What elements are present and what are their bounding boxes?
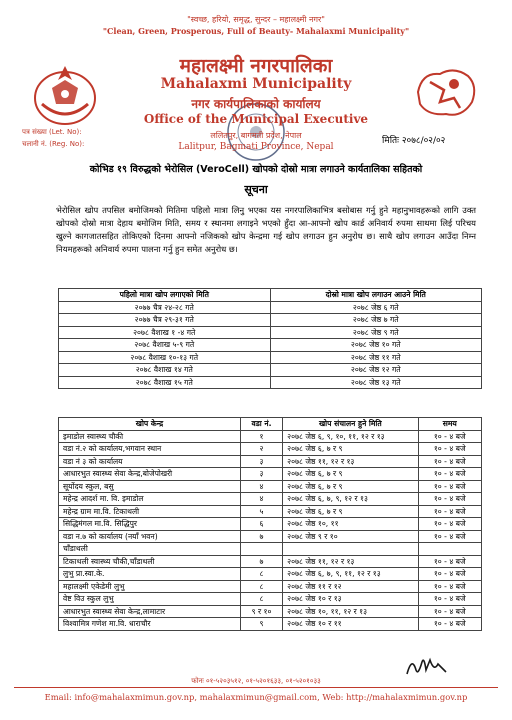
table-cell: २०७८ जेष्ठ ६, ७ र ९ xyxy=(283,480,418,493)
table-cell: १० - ४ बजे xyxy=(418,618,481,631)
table-cell: १० - ४ बजे xyxy=(418,430,481,443)
table-cell: ८ xyxy=(240,568,282,581)
table-row xyxy=(59,455,482,468)
table-cell: ४ xyxy=(240,480,282,493)
table-cell: २०७८ जेष्ठ ६, ७ र ९ xyxy=(283,505,418,518)
table-cell: २०७८ जेष्ठ ६, ९, १०, ११, १२ र १३ xyxy=(283,430,418,443)
table-cell: वडा न.७ को कार्यालय (नयाँ भवन) xyxy=(59,530,241,543)
table-cell: १० - ४ बजे xyxy=(418,455,481,468)
table-cell: इमाडोल स्वास्थ्य चौकी xyxy=(59,430,241,443)
table-row xyxy=(59,326,482,339)
table-cell: २०७८ जेष्ठ ६ गते xyxy=(270,301,482,314)
table-cell: २०७८ जेष्ठ १२ गते xyxy=(270,364,482,377)
table-cell: २०७८ वैशाख १५ गते xyxy=(59,376,271,389)
table-cell: ३ xyxy=(240,455,282,468)
table-cell: ७ xyxy=(240,530,282,543)
footer-phone: फोनः ०१-५२०३५१२, ०१-५२०१६३३, ०१-५२०१०३३ xyxy=(191,677,321,685)
table-row xyxy=(59,430,482,443)
table-cell: २०७८ जेष्ठ १०, ११ xyxy=(283,518,418,531)
table-row xyxy=(59,314,482,327)
table-cell: वडा नं.२ को कार्यालय,भगवान स्थान xyxy=(59,443,241,456)
table-row xyxy=(59,530,482,543)
table-header-row xyxy=(59,289,482,302)
table-row xyxy=(59,339,482,352)
table-cell: ९ xyxy=(240,618,282,631)
table-cell: टिकाथली स्वास्थ्य चौकी,चाँडाथली xyxy=(59,555,241,568)
table-cell: १ xyxy=(240,430,282,443)
table-cell: विश्वामित्र गणेश मा.वि. धाराचौर xyxy=(59,618,241,631)
table-row xyxy=(59,301,482,314)
table-cell: १० - ४ बजे xyxy=(418,593,481,606)
table-row xyxy=(59,493,482,506)
table-cell xyxy=(283,543,418,556)
notice-paragraph: भेरोसिल खोप तपसिल बमोजिमको मितिमा पहिलो मात्रा लिनु भएका यस नगरपालिकाभित्र बसोबास गर्नु हुने महानुभावहरूको लागि उक्त खोपको दोस्रो मात्रा देहाय बमोजिम मिति, समय र स्थानमा लगाइने भएको हुँदा आ-आफ्नो खोप कार्ड अनिवार्य रुपमा साथमा लिई परिचय खुल्ने कागजातसहित तोकिएको दिनमा आफ्नो नजिकको खोप केन्द्रमा गई खोप लगाउन हुन अनुरोध छ। साथै खोप लगाउन आउँदा निम्न नियमहरूको अनिवार्य रुपमा पालना गर्नु हुन समेत अनुरोध छ। xyxy=(56,205,476,255)
footer-contact: Email: info@mahalaxmimun.gov.np, mahalaxmimun@gmail.com, Web: http://mahalaxmimun.gov.np xyxy=(44,692,468,702)
table-cell: १० - ४ बजे xyxy=(418,443,481,456)
table-cell: लुभु प्रा.स्वा.के. xyxy=(59,568,241,581)
table-cell: २ xyxy=(240,443,282,456)
column-header: वडा नं. xyxy=(240,418,282,431)
table-row xyxy=(59,480,482,493)
table-cell: १० - ४ बजे xyxy=(418,505,481,518)
table-cell: २०७८ जेष्ठ १० र ११ xyxy=(283,618,418,631)
table-cell: ८ xyxy=(240,580,282,593)
table-cell: २०७८ जेष्ठ ११, १२ र १३ xyxy=(283,455,418,468)
table-cell: २०७८ जेष्ठ १० र १३ xyxy=(283,593,418,606)
letter-number: पत्र संख्या (Let. No): xyxy=(22,128,82,136)
table-cell: २०७८ जेष्ठ ६, ७ र ९ xyxy=(283,443,418,456)
table-cell: सूर्योदय स्कुल, बसु xyxy=(59,480,241,493)
table-row xyxy=(59,543,482,556)
table-cell: वेष्ट विउ स्कुल लुभु xyxy=(59,593,241,606)
table-cell: ६ xyxy=(240,518,282,531)
table-cell: १० - ४ बजे xyxy=(418,555,481,568)
table-cell: महालक्ष्मी एकेडेमी लुभु xyxy=(59,580,241,593)
table-cell: सिद्धिमंगल मा.वि. सिद्धिपुर xyxy=(59,518,241,531)
table-cell: २०७८ जेष्ठ १३ गते xyxy=(270,376,482,389)
dose-schedule-table xyxy=(58,288,482,389)
column-header: दोस्रो मात्रा खोप लगाउन आउने मिति xyxy=(270,289,482,302)
table-row xyxy=(59,376,482,389)
office-title-english: Office of the Municipal Executive xyxy=(143,112,369,126)
table-row xyxy=(59,468,482,481)
office-title-nepali: नगर कार्यपालिकाको कार्यालय xyxy=(191,97,321,111)
table-cell: २०७८ जेष्ठ ११, १२ र १३ xyxy=(283,555,418,568)
table-cell xyxy=(418,543,481,556)
footer-divider xyxy=(14,687,498,688)
table-cell: १० - ४ बजे xyxy=(418,530,481,543)
table-cell: १० - ४ बजे xyxy=(418,493,481,506)
table-cell: ५ xyxy=(240,505,282,518)
table-cell: २०७८ जेष्ठ ११ गते xyxy=(270,351,482,364)
address-nepali: ललितपुर, बागमती प्रदेश, नेपाल xyxy=(210,131,302,140)
table-row xyxy=(59,568,482,581)
table-row xyxy=(59,593,482,606)
municipality-title-english: Mahalaxmi Municipality xyxy=(160,76,352,92)
letter-date: मितिः २०७८/०२/०२ xyxy=(382,136,446,146)
table-cell: २०७८ जेष्ठ ६, ७, ९, १२ र १३ xyxy=(283,493,418,506)
table-cell: २०७८ वैशाख १४ गते xyxy=(59,364,271,377)
letter-subject: कोभिड १९ विरुद्धको भेरोसिल (VeroCell) खोपको दोस्रो मात्रा लगाउने कार्यतालिका सहितको xyxy=(89,164,423,175)
column-header: समय xyxy=(418,418,481,431)
table-cell: आधारभुत स्वास्थ्य सेवा केन्द्र,बोजेपोखरी xyxy=(59,468,241,481)
table-cell: २०७८ जेष्ठ ९ र १० xyxy=(283,530,418,543)
table-cell: २०७८ वैशाख १ -४ गते xyxy=(59,326,271,339)
table-cell: २०७७ चैत्र २४-२८ गते xyxy=(59,301,271,314)
notice-heading: सूचना xyxy=(244,183,268,196)
table-cell: २०७८ जेष्ठ ६, ७, ९, ११, १२ र १३ xyxy=(283,568,418,581)
table-cell: वडा नं ३ को कार्यालय xyxy=(59,455,241,468)
registration-number: चलानी नं. (Reg. No): xyxy=(22,140,85,148)
table-row xyxy=(59,443,482,456)
table-cell: २०७८ जेष्ठ ९ गते xyxy=(270,326,482,339)
table-cell xyxy=(240,543,282,556)
vaccination-center-table xyxy=(58,417,482,631)
municipality-title-nepali: महालक्ष्मी नगरपालिका xyxy=(179,55,333,77)
table-cell: १० - ४ बजे xyxy=(418,480,481,493)
table-cell: १० - ४ बजे xyxy=(418,580,481,593)
address-english: Lalitpur, Bagmati Province, Nepal xyxy=(178,142,334,152)
table-cell: ८ xyxy=(240,593,282,606)
table-cell: २०७८ वैशाख १०-१३ गते xyxy=(59,351,271,364)
table-row xyxy=(59,351,482,364)
table-cell: २०७८ वैशाख ५-९ गते xyxy=(59,339,271,352)
table-cell: २०७८ जेष्ठ १० गते xyxy=(270,339,482,352)
column-header: पहिलो मात्रा खोप लगाएको मिति xyxy=(59,289,271,302)
table-cell: १० - ४ बजे xyxy=(418,518,481,531)
table-cell: आधारभुत स्वास्थ्य सेवा केन्द्र,लामाटार xyxy=(59,605,241,618)
table-cell: महेन्द्र आदर्श मा. वि. इमाडोल xyxy=(59,493,241,506)
table-cell: २०७८ जेष्ठ ७ गते xyxy=(270,314,482,327)
slogan-english: "Clean, Green, Prosperous, Full of Beauty- Mahalaxmi Municipality" xyxy=(102,26,410,36)
table-cell: १० - ४ बजे xyxy=(418,605,481,618)
table-cell: २०७८ जेष्ठ १०, ११, १२ र १३ xyxy=(283,605,418,618)
table-cell: २०७७ चैत्र २९-३१ गते xyxy=(59,314,271,327)
table-cell: २०७८ जेष्ठ ६, ७ र ९ xyxy=(283,468,418,481)
table-cell: चाँडाथली xyxy=(59,543,241,556)
table-row xyxy=(59,605,482,618)
table-cell: ७ xyxy=(240,555,282,568)
signature-icon xyxy=(404,652,448,680)
table-row xyxy=(59,364,482,377)
table-cell: महेन्द्र ग्राम मा.वि. टिकाथली xyxy=(59,505,241,518)
table-cell: १० - ४ बजे xyxy=(418,468,481,481)
table-cell: १० - ४ बजे xyxy=(418,568,481,581)
table-cell: ३ xyxy=(240,468,282,481)
table-cell: २०७८ जेष्ठ ११ र १२ xyxy=(283,580,418,593)
table-cell: ४ xyxy=(240,493,282,506)
table-row xyxy=(59,580,482,593)
table-cell: ९ र १० xyxy=(240,605,282,618)
table-row xyxy=(59,505,482,518)
table-header-row xyxy=(59,418,482,431)
table-row xyxy=(59,555,482,568)
column-header: खोप केन्द्र xyxy=(59,418,241,431)
slogan-nepali: "स्वच्छ, हरियो, समृद्ध, सुन्दर – महालक्ष्मी नगर" xyxy=(187,15,325,24)
column-header: खोप संचालन हुने मिति xyxy=(283,418,418,431)
table-row xyxy=(59,618,482,631)
table-row xyxy=(59,518,482,531)
